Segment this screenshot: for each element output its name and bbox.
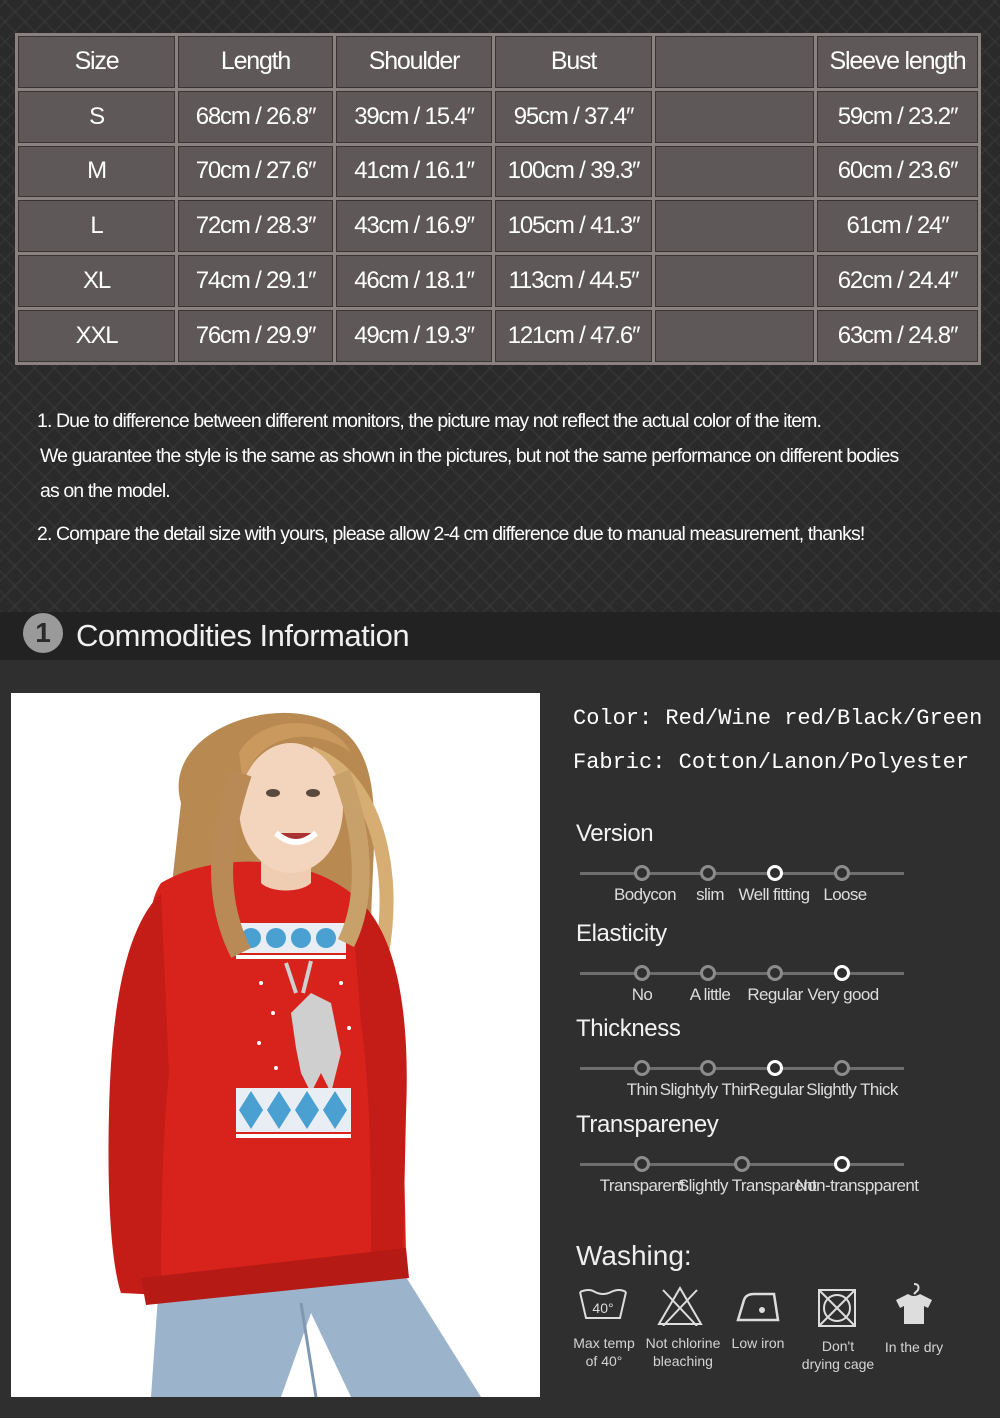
transparency-scale-dot xyxy=(634,1156,650,1172)
header-bust: Bust xyxy=(494,35,654,90)
size-cell xyxy=(654,144,816,199)
version-option-label: Bodycon xyxy=(614,885,676,904)
elasticity-option-label: A little xyxy=(689,985,731,1004)
thickness-title: Thickness xyxy=(576,1015,681,1042)
thickness-scale xyxy=(580,1067,904,1070)
elasticity-option-label: No xyxy=(631,985,653,1004)
note-1-line-3: as on the model. xyxy=(40,480,170,502)
version-scale-dot xyxy=(700,865,716,881)
transparency-scale-dot xyxy=(734,1156,750,1172)
version-scale-dot xyxy=(634,865,650,881)
thickness-option-label: Slightyly Thin xyxy=(659,1080,753,1099)
no-tumble-dry-icon xyxy=(815,1286,859,1328)
size-cell: 113cm / 44.5″ xyxy=(494,254,654,309)
size-cell xyxy=(654,199,816,254)
version-option-label: Loose xyxy=(823,885,867,904)
size-row xyxy=(17,254,980,309)
version-title: Version xyxy=(576,820,654,847)
size-cell: 100cm / 39.3″ xyxy=(494,144,654,199)
version-scale-dot xyxy=(834,865,850,881)
size-row xyxy=(17,144,980,199)
elasticity-scale-dot xyxy=(767,965,783,981)
header-size: Size xyxy=(17,35,177,90)
section-number-badge: 1 xyxy=(23,613,63,653)
note-2: 2. Compare the detail size with yours, please allow 2-4 cm difference due to manual measurement, thanks! xyxy=(37,523,865,545)
elasticity-option-label: Very good xyxy=(807,985,879,1004)
transparency-scale-dot-selected xyxy=(834,1156,850,1172)
transparency-option-label: Non-transpparent xyxy=(795,1176,919,1195)
elasticity-scale xyxy=(580,972,904,975)
size-row xyxy=(17,89,980,144)
size-cell: S xyxy=(17,89,177,144)
wash-temp-badge: 40° xyxy=(592,1300,614,1316)
size-cell: 105cm / 41.3″ xyxy=(494,199,654,254)
size-cell: 72cm / 28.3″ xyxy=(177,199,335,254)
washing-label-line-1: In the dry xyxy=(884,1339,944,1355)
size-cell: 62cm / 24.4″ xyxy=(816,254,980,309)
size-cell: 76cm / 29.9″ xyxy=(177,308,335,363)
section-title: Commodities Information xyxy=(76,618,410,653)
thickness-scale-dot xyxy=(634,1060,650,1076)
size-cell: 74cm / 29.1″ xyxy=(177,254,335,309)
size-table xyxy=(15,33,981,365)
no-bleach-icon xyxy=(657,1286,703,1326)
transparency-scale xyxy=(580,1163,904,1166)
elasticity-option-label: Regular xyxy=(747,985,803,1004)
wash-40-icon xyxy=(577,1286,629,1326)
thickness-option-label: Thin xyxy=(626,1080,658,1099)
size-row xyxy=(17,308,980,363)
size-cell: 46cm / 18.1″ xyxy=(335,254,494,309)
model-in-christmas-sweater-image xyxy=(11,693,540,1397)
washing-label-line-2: of 40° xyxy=(585,1353,623,1369)
size-table-header-row xyxy=(17,35,980,90)
size-cell: 43cm / 16.9″ xyxy=(335,199,494,254)
size-cell: 39cm / 15.4″ xyxy=(335,89,494,144)
washing-label xyxy=(885,1338,943,1356)
product-photo xyxy=(11,693,540,1397)
color-info: Color: Red/Wine red/Black/Green xyxy=(573,706,983,731)
thickness-scale-dot-selected xyxy=(767,1060,783,1076)
washing-label-line-1: Not chlorine xyxy=(645,1335,721,1351)
size-cell: 61cm / 24″ xyxy=(816,199,980,254)
washing-label xyxy=(646,1334,721,1370)
size-cell: XXL xyxy=(17,308,177,363)
version-option-label: Well fitting xyxy=(738,885,810,904)
size-cell: M xyxy=(17,144,177,199)
thickness-scale-dot xyxy=(700,1060,716,1076)
size-notes xyxy=(37,404,977,552)
elasticity-title: Elasticity xyxy=(576,920,667,947)
fabric-info: Fabric: Cotton/Lanon/Polyester xyxy=(573,750,970,775)
size-cell: 70cm / 27.6″ xyxy=(177,144,335,199)
note-1-line-2: We guarantee the style is the same as shown in the pictures, but not the same performance on different bodies xyxy=(40,445,899,467)
size-cell: 63cm / 24.8″ xyxy=(816,308,980,363)
version-option-label: slim xyxy=(696,885,724,904)
transparency-option-label: Slightly Transparent xyxy=(677,1176,817,1195)
washing-label xyxy=(732,1334,785,1352)
elasticity-scale-dot xyxy=(700,965,716,981)
washing-label-line-1: Max temp xyxy=(573,1335,635,1351)
size-cell: 41cm / 16.1″ xyxy=(335,144,494,199)
size-cell: 121cm / 47.6″ xyxy=(494,308,654,363)
washing-label xyxy=(802,1337,874,1373)
note-1-line-1: 1. Due to difference between different monitors, the picture may not reflect the actual color of the item. xyxy=(37,410,822,432)
washing-label xyxy=(573,1334,634,1370)
size-cell: 68cm / 26.8″ xyxy=(177,89,335,144)
size-cell: XL xyxy=(17,254,177,309)
elasticity-scale-dot xyxy=(634,965,650,981)
washing-label-line-2: drying cage xyxy=(801,1356,875,1372)
header-sleeve-length: Sleeve length xyxy=(816,35,980,90)
size-chart-section xyxy=(0,0,1000,612)
hang-dry-icon xyxy=(892,1282,936,1328)
version-scale-dot-selected xyxy=(767,865,783,881)
size-cell xyxy=(654,308,816,363)
size-cell: 59cm / 23.2″ xyxy=(816,89,980,144)
low-iron-icon xyxy=(734,1286,782,1326)
size-cell: 60cm / 23.6″ xyxy=(816,144,980,199)
size-cell xyxy=(654,254,816,309)
version-scale xyxy=(580,872,904,875)
thickness-option-label: Slightly Thick xyxy=(806,1080,898,1099)
thickness-option-label: Regular xyxy=(748,1080,804,1099)
size-cell: 95cm / 37.4″ xyxy=(494,89,654,144)
header-length: Length xyxy=(177,35,335,90)
washing-label-line-2: bleaching xyxy=(653,1353,713,1369)
washing-title: Washing: xyxy=(576,1240,692,1271)
size-row xyxy=(17,199,980,254)
washing-label-line-1: Don't xyxy=(821,1338,855,1354)
washing-label-line-1: Low iron xyxy=(731,1335,785,1351)
size-cell xyxy=(654,89,816,144)
size-cell: 49cm / 19.3″ xyxy=(335,308,494,363)
transparency-option-label: Transparent xyxy=(599,1176,685,1195)
header-shoulder: Shoulder xyxy=(335,35,494,90)
elasticity-scale-dot-selected xyxy=(834,965,850,981)
thickness-scale-dot xyxy=(834,1060,850,1076)
header-empty xyxy=(654,35,816,90)
transparency-title: Transpareney xyxy=(576,1111,719,1138)
size-cell: L xyxy=(17,199,177,254)
